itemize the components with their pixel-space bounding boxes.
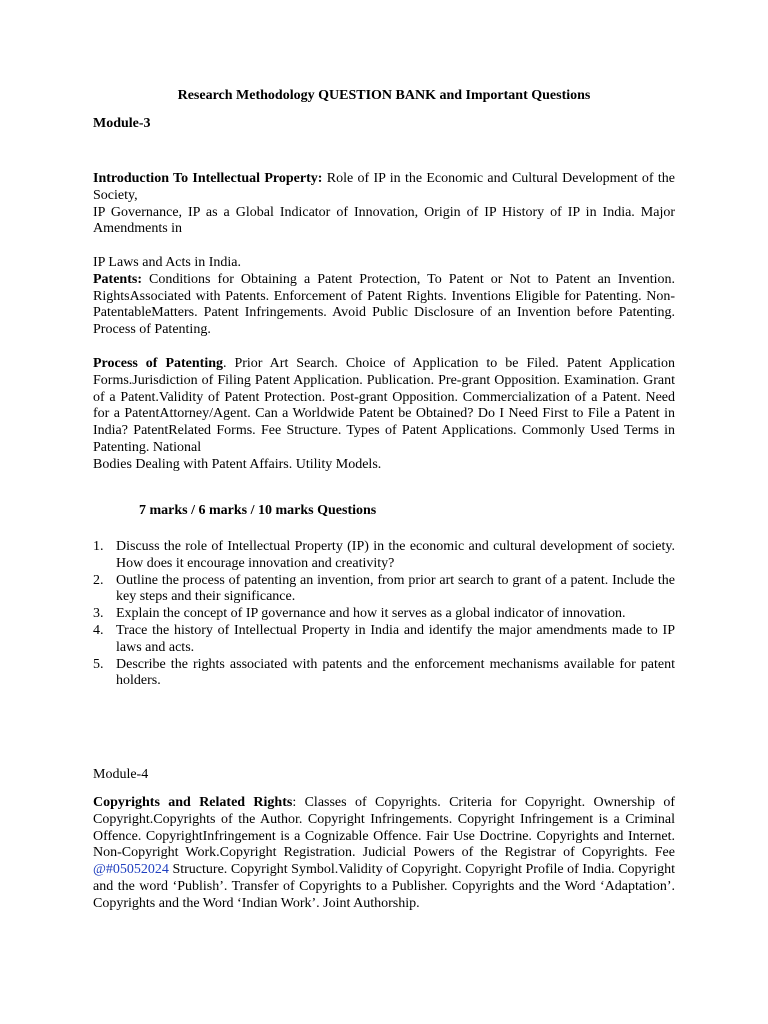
list-item bbox=[93, 657, 675, 691]
patents-text: Conditions for Obtaining a Patent Protection, To Patent or Not to Patent an Invention. RightsAssociated with Patents. Enforcement of Patent Rights. Inventions Eligible for Patenting. Non-PatentableMatters. Patent Infringements. Avoid Public Disclosure of an Invention before Patenting. Process of Patenting. bbox=[93, 271, 675, 338]
copyrights-text-after: Structure. Copyright Symbol.Validity of Copyright. Copyright Profile of India. Copyright and the word ‘Publish’. Transfer of Copyrights to a Publisher. Copyrights and the Word ‘Adaptation’. Copyrights and the Word ‘Indian Work’. Joint Authorship. bbox=[93, 862, 675, 911]
question-number: 5. bbox=[93, 656, 104, 672]
question-number: 3. bbox=[93, 606, 104, 622]
patents-label: Patents: bbox=[93, 271, 142, 287]
question-number: 2. bbox=[93, 572, 104, 588]
intro-ip-label: Introduction To Intellectual Property: bbox=[93, 171, 323, 186]
questions-heading: 7 marks / 6 marks / 10 marks Questions bbox=[139, 503, 377, 518]
question-text: Discuss the role of Intellectual Property (IP) in the economic and cultural development of society. How does it encourage innovation and creativity? bbox=[116, 539, 675, 571]
question-text: Explain the concept of IP governance and how it serves as a global indicator of innovation. bbox=[116, 606, 626, 622]
process-line2: Bodies Dealing with Patent Affairs. Utility Models. bbox=[93, 456, 382, 472]
list-item bbox=[93, 539, 675, 573]
copyrights-text-before: : Classes of Copyrights. Criteria for Copyright. Ownership of Copyright.Copyrights of the Author. Copyright Infringements. Copyright Infringement is a Criminal Offence. CopyrightInfringement is a Cognizable Offence. Fair Use Doctrine. Copyrights and Internet. Non-Copyright Work.Copyright Registration. Judicial Powers of the Registrar of Copyrights. Fee bbox=[93, 795, 675, 861]
question-number: 1. bbox=[93, 539, 104, 554]
patents-paragraph bbox=[93, 255, 675, 339]
question-text: Describe the rights associated with patents and the enforcement mechanisms available for patent holders. bbox=[116, 656, 675, 689]
document-title: Research Methodology QUESTION BANK and Important Questions bbox=[177, 88, 591, 103]
list-item bbox=[93, 623, 675, 657]
copyrights-label: Copyrights and Related Rights bbox=[93, 795, 293, 810]
intro-ip-line2: IP Governance, IP as a Global Indicator of Innovation, Origin of IP History of IP in India. Major Amendments in bbox=[93, 204, 675, 237]
question-text: Trace the history of Intellectual Property in India and identify the major amendments made to IP laws and acts. bbox=[116, 622, 675, 655]
ip-laws-line: IP Laws and Acts in India. bbox=[93, 255, 242, 270]
process-text: . Prior Art Search. Choice of Application to be Filed. Patent Application Forms.Jurisdiction of Filing Patent Application. Publication. Pre-grant Opposition. Examination. Grant of a Patent.Validity of Patent Protection. Post-grant Opposition. Commercialization of a Patent. Need for a PatentAttorney/Agent. Can a Worldwide Patent be Obtained? Do I Need First to File a Patent in India? PatentRelated Forms. Fee Structure. Types of Patent Applications. Commonly Used Terms in Patenting. National bbox=[93, 356, 675, 455]
list-item bbox=[93, 573, 675, 607]
module-4-heading: Module-4 bbox=[93, 767, 149, 782]
list-item bbox=[93, 606, 675, 623]
process-label: Process of Patenting bbox=[93, 356, 223, 371]
process-paragraph bbox=[93, 356, 675, 474]
question-text: Outline the process of patenting an invention, from prior art search to grant of a patent. Include the key steps and their significance. bbox=[116, 572, 675, 605]
copyrights-paragraph bbox=[93, 795, 675, 913]
question-number: 4. bbox=[93, 622, 104, 638]
intro-ip-text: Role of IP in the Economic and Cultural Development of the Society, bbox=[93, 171, 675, 203]
hashtag-link[interactable]: @#05052024 bbox=[93, 862, 169, 878]
module-3-heading: Module-3 bbox=[93, 116, 151, 131]
intro-ip-paragraph bbox=[93, 171, 675, 238]
questions-list bbox=[93, 539, 675, 690]
